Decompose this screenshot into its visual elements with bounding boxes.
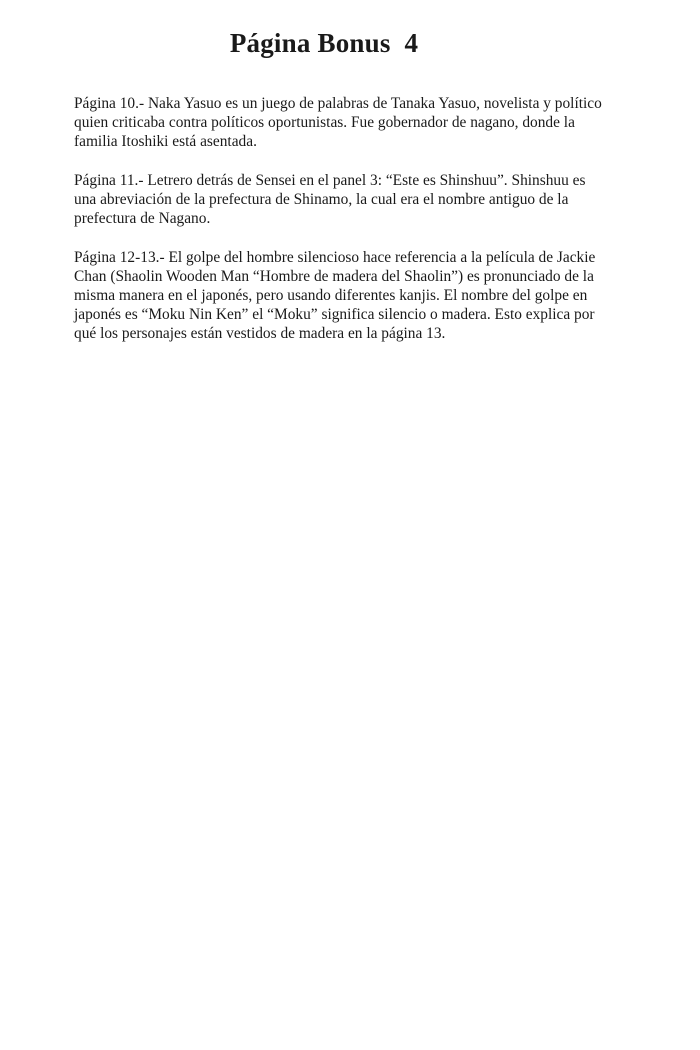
notes-section [74, 94, 670, 363]
note-page-12-13: Página 12-13.- El golpe del hombre silencioso hace referencia a la película de Jackie Chan (Shaolin Wooden Man “Hombre de madera del Shaolin”) es pronunciado de la misma manera en el japonés, pero usando diferentes kanjis. El nombre del golpe en japonés es “Moku Nin Ken” el “Moku” significa silencio o madera. Esto explica por qué los personajes están vestidos de madera en la página 13. [74, 249, 596, 342]
note-page-10: Página 10.- Naka Yasuo es un juego de palabras de Tanaka Yasuo, novelista y político quien criticaba contra políticos oportunistas. Fue gobernador de nagano, donde la familia Itoshiki está asentada. [74, 95, 602, 150]
page-title: Página Bonus 4 [229, 28, 419, 58]
note-page-11: Página 11.- Letrero detrás de Sensei en el panel 3: “Este es Shinshuu”. Shinshuu es una abreviación de la prefectura de Shinamo, la cual era el nombre antiguo de la prefectura de Nagano. [74, 172, 586, 227]
